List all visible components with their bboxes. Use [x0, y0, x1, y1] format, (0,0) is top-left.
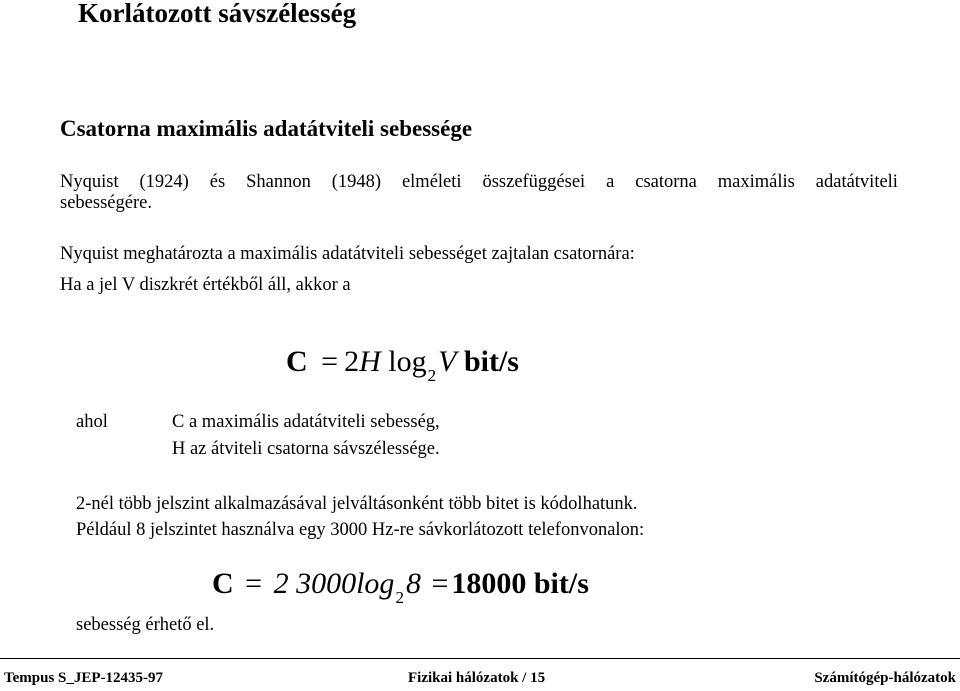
where-label: ahol — [76, 412, 108, 432]
footer-right: Számítógép-hálózatok — [814, 670, 956, 686]
intro-word: összefüggései — [482, 172, 586, 192]
example-formula-result: 18000 bit/s — [451, 567, 589, 600]
section-heading: Csatorna maximális adatátviteli sebessége — [60, 116, 473, 141]
example-formula-arg: 8 — [405, 567, 421, 600]
formula-equals: = — [321, 345, 339, 378]
example-formula-expr: 2 3000log — [273, 567, 395, 600]
page-title: Korlátozott sávszélesség — [78, 0, 357, 28]
intro-line-2: sebességére. — [60, 193, 152, 213]
intro-word: Shannon — [246, 172, 311, 192]
intro-word: csatorna — [635, 172, 697, 192]
multilevel-line: 2-nél több jelszint alkalmazásával jelváltásonként több bitet is kódolhatunk. — [76, 494, 638, 514]
intro-word: (1948) — [331, 172, 382, 192]
intro-line-1 — [60, 172, 898, 193]
footer-left: Tempus S_JEP-12435-97 — [4, 670, 164, 686]
example-formula-lhs: C — [212, 567, 234, 600]
intro-word: a — [606, 172, 615, 192]
formula-v: V — [438, 345, 457, 378]
nyquist-line: Nyquist meghatározta a maximális adatátviteli sebességet zajtalan csatornára: — [60, 244, 635, 264]
intro-word: adatátviteli — [815, 172, 898, 192]
footer-center: Fizikai hálózatok / 15 — [408, 670, 546, 686]
nyquist-formula — [286, 345, 519, 385]
example-formula-base: 2 — [395, 588, 404, 607]
intro-word: (1924) — [139, 172, 189, 192]
intro-word: és — [209, 172, 226, 192]
intro-word: maximális — [717, 172, 795, 192]
example-formula — [212, 567, 589, 607]
formula-unit: bit/s — [463, 345, 519, 378]
intro-word: elméleti — [401, 172, 462, 192]
formula-log-base: 2 — [427, 366, 437, 385]
example-formula-equals-2: = — [431, 567, 449, 600]
signal-line: Ha a jel V diszkrét értékből áll, akkor a — [60, 275, 351, 295]
definition-h: H az átviteli csatorna sávszélessége. — [172, 439, 440, 459]
formula-h: H — [359, 345, 381, 378]
formula-lhs: C — [286, 345, 308, 378]
example-formula-equals: = — [245, 567, 263, 600]
formula-coef: 2 — [344, 345, 360, 378]
example-line: Például 8 jelszintet használva egy 3000 Hz-re sávkorlátozott telefonvonalon: — [76, 520, 645, 540]
footer-divider — [0, 658, 960, 659]
speed-line: sebesség érhető el. — [76, 615, 215, 635]
definition-c: C a maximális adatátviteli sebesség, — [172, 412, 440, 432]
formula-log: log — [388, 345, 427, 378]
intro-word: Nyquist — [60, 172, 119, 192]
